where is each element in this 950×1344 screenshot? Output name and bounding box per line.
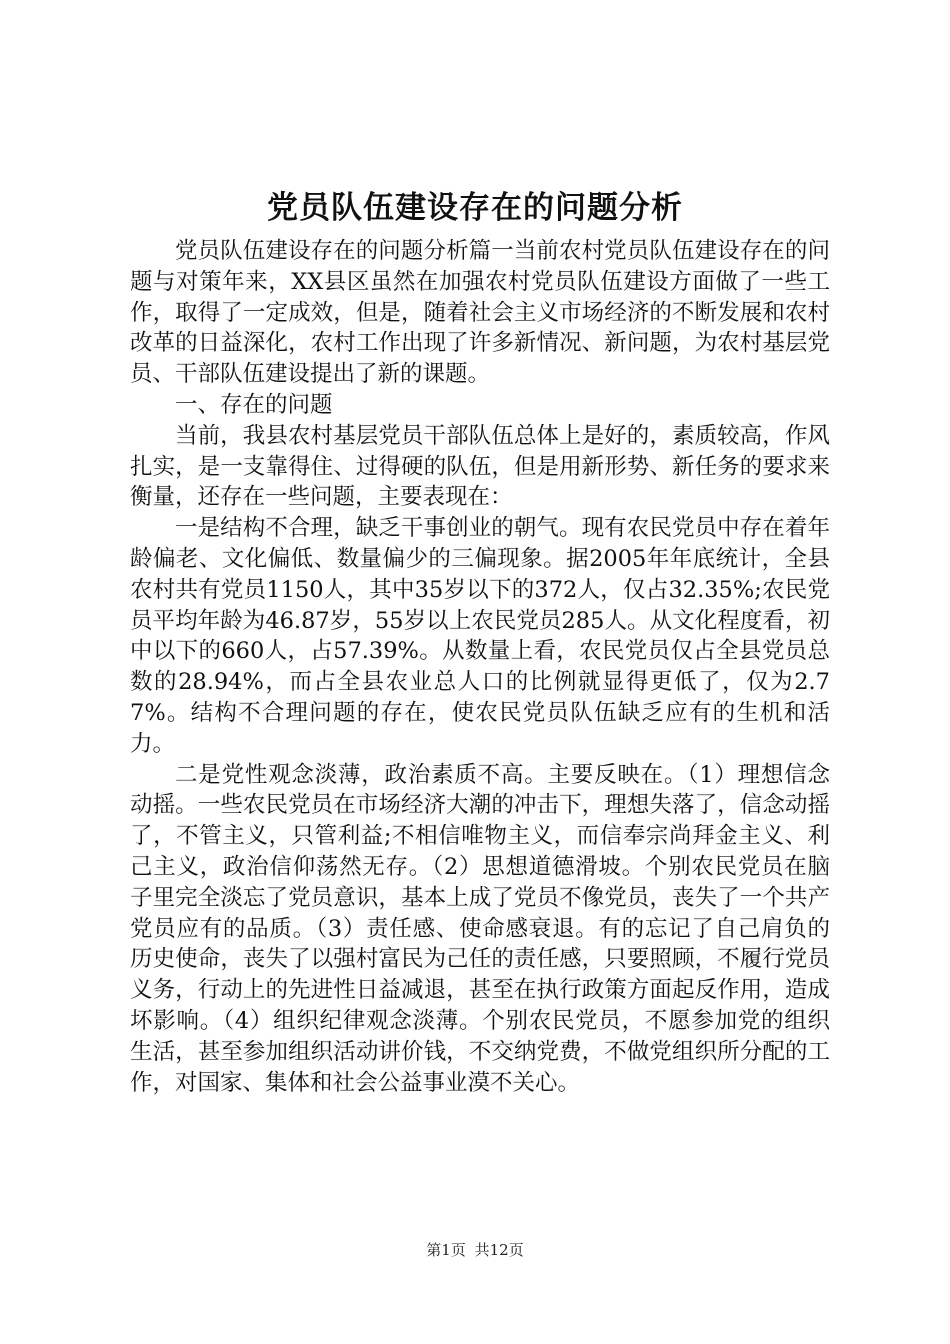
document-title: 党员队伍建设存在的问题分析 (267, 190, 683, 226)
section-heading-problems: 一、存在的问题 (175, 391, 333, 418)
page-footer (0, 1238, 950, 1262)
paragraph-intro: 党员队伍建设存在的问题分析篇一当前农村党员队伍建设存在的问题与对策年来，XX县区虽然在加强农村党员队伍建设方面做了一些工作，取得了一定成效，但是，随着社会主义市场经济的不断发展和农村改革的日益深化，农村工作出现了许多新情况、新问题，为农村基层党员、干部队伍建设提出了新的课题。 (130, 238, 830, 388)
document-body (130, 236, 830, 1098)
paragraph-point-two: 二是党性观念淡薄，政治素质不高。主要反映在。（1）理想信念动摇。一些农民党员在市场经济大潮的冲击下，理想失落了，信念动摇了，不管主义，只管利益;不相信唯物主义，而信奉宗尚拜金主义、利己主义，政治信仰荡然无存。（2）思想道德滑坡。个别农民党员在脑子里完全淡忘了党员意识，基本上成了党员不像党员，丧失了一个共产党员应有的品质。（3）责任感、使命感衰退。有的忘记了自己肩负的历史使命，丧失了以强村富民为己任的责任感，只要照顾，不履行党员义务，行动上的先进性日益减退，甚至在执行政策方面起反作用，造成坏影响。（4）组织纪律观念淡薄。个别农民党员，不愿参加党的组织生活，甚至参加组织活动讲价钱，不交纳党费，不做党组织所分配的工作，对国家、集体和社会公益事业漠不关心。 (130, 761, 830, 1096)
paragraph-overview: 当前，我县农村基层党员干部队伍总体上是好的，素质较高，作风扎实，是一支靠得住、过得硬的队伍，但是用新形势、新任务的要求来衡量，还存在一些问题，主要表现在： (130, 422, 830, 511)
page-number-current: 第1页 (426, 1241, 466, 1259)
paragraph-point-one: 一是结构不合理，缺乏干事创业的朝气。现有农民党员中存在着年龄偏老、文化偏低、数量偏少的三偏现象。据2005年年底统计，全县农村共有党员1150人，其中35岁以下的372人，仅占32.35%;农民党员平均年龄为46.87岁，55岁以上农民党员285人。从文化程度看，初中以下的660人，占57.39%。从数量上看，农民党员仅占全县党员总数的28.94%，而占全县农业总人口的比例就显得更低了，仅为2.77%。结构不合理问题的存在，使农民党员队伍缺乏应有的生机和活力。 (130, 515, 830, 757)
page-number-total: 共12页 (474, 1241, 524, 1259)
